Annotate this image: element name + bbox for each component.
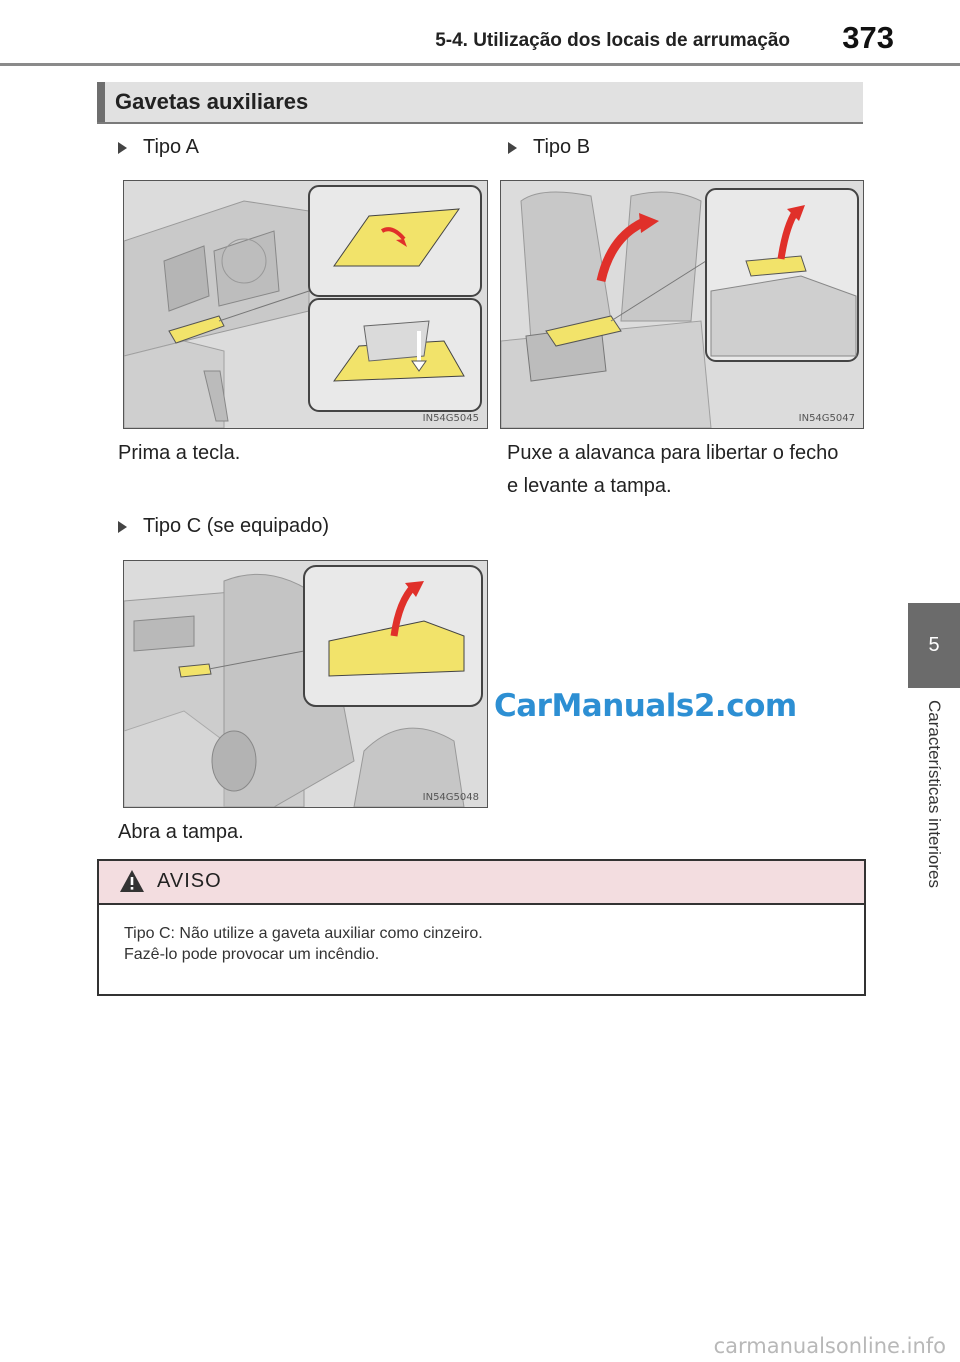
figure-type-a <box>123 180 488 429</box>
triangle-bullet-icon <box>118 521 127 533</box>
type-a-label <box>118 136 199 159</box>
chapter-title: Características interiores <box>925 700 944 889</box>
watermark-text: CarManuals2.com <box>494 688 797 724</box>
type-a-label-text: Tipo A <box>143 136 199 158</box>
figure-type-a-illustration <box>124 181 487 428</box>
warning-line-1: Tipo C: Não utilize a gaveta auxiliar como cinzeiro. <box>124 925 483 942</box>
warning-triangle-icon <box>119 869 145 893</box>
figure-type-c <box>123 560 488 808</box>
type-b-caption-line2: e levante a tampa. <box>507 475 672 497</box>
footer-watermark: carmanualsonline.info <box>713 1334 946 1358</box>
type-b-caption <box>507 437 862 503</box>
running-header-title: 5-4. Utilização dos locais de arrumação <box>435 30 790 51</box>
figure-type-c-illustration <box>124 561 487 807</box>
section-heading-text: Gavetas auxiliares <box>115 89 309 114</box>
type-c-label-text: Tipo C (se equipado) <box>143 515 330 537</box>
type-a-caption: Prima a tecla. <box>118 442 241 464</box>
chapter-tab[interactable] <box>908 603 960 688</box>
chapter-number: 5 <box>928 634 940 656</box>
warning-box <box>97 859 866 996</box>
type-b-caption-line1: Puxe a alavanca para libertar o fecho <box>507 442 839 464</box>
figure-code: IN54G5047 <box>798 413 855 424</box>
figure-code: IN54G5048 <box>422 792 479 803</box>
triangle-bullet-icon <box>508 142 517 154</box>
warning-line-2: Fazê-lo pode provocar um incêndio. <box>124 946 380 963</box>
type-b-label-text: Tipo B <box>533 136 591 158</box>
warning-body <box>124 923 483 965</box>
page-number: 373 <box>842 20 894 55</box>
section-heading <box>97 82 863 122</box>
figure-code: IN54G5045 <box>422 413 479 424</box>
figure-type-b-illustration <box>501 181 863 428</box>
heading-bar <box>97 82 105 122</box>
header-rule <box>0 63 960 66</box>
type-c-label <box>118 515 329 538</box>
type-b-label <box>508 136 590 159</box>
type-c-caption: Abra a tampa. <box>118 821 244 843</box>
heading-underline <box>97 122 863 124</box>
warning-title: AVISO <box>157 870 222 892</box>
triangle-bullet-icon <box>118 142 127 154</box>
warning-header <box>99 861 864 905</box>
figure-type-b <box>500 180 864 429</box>
